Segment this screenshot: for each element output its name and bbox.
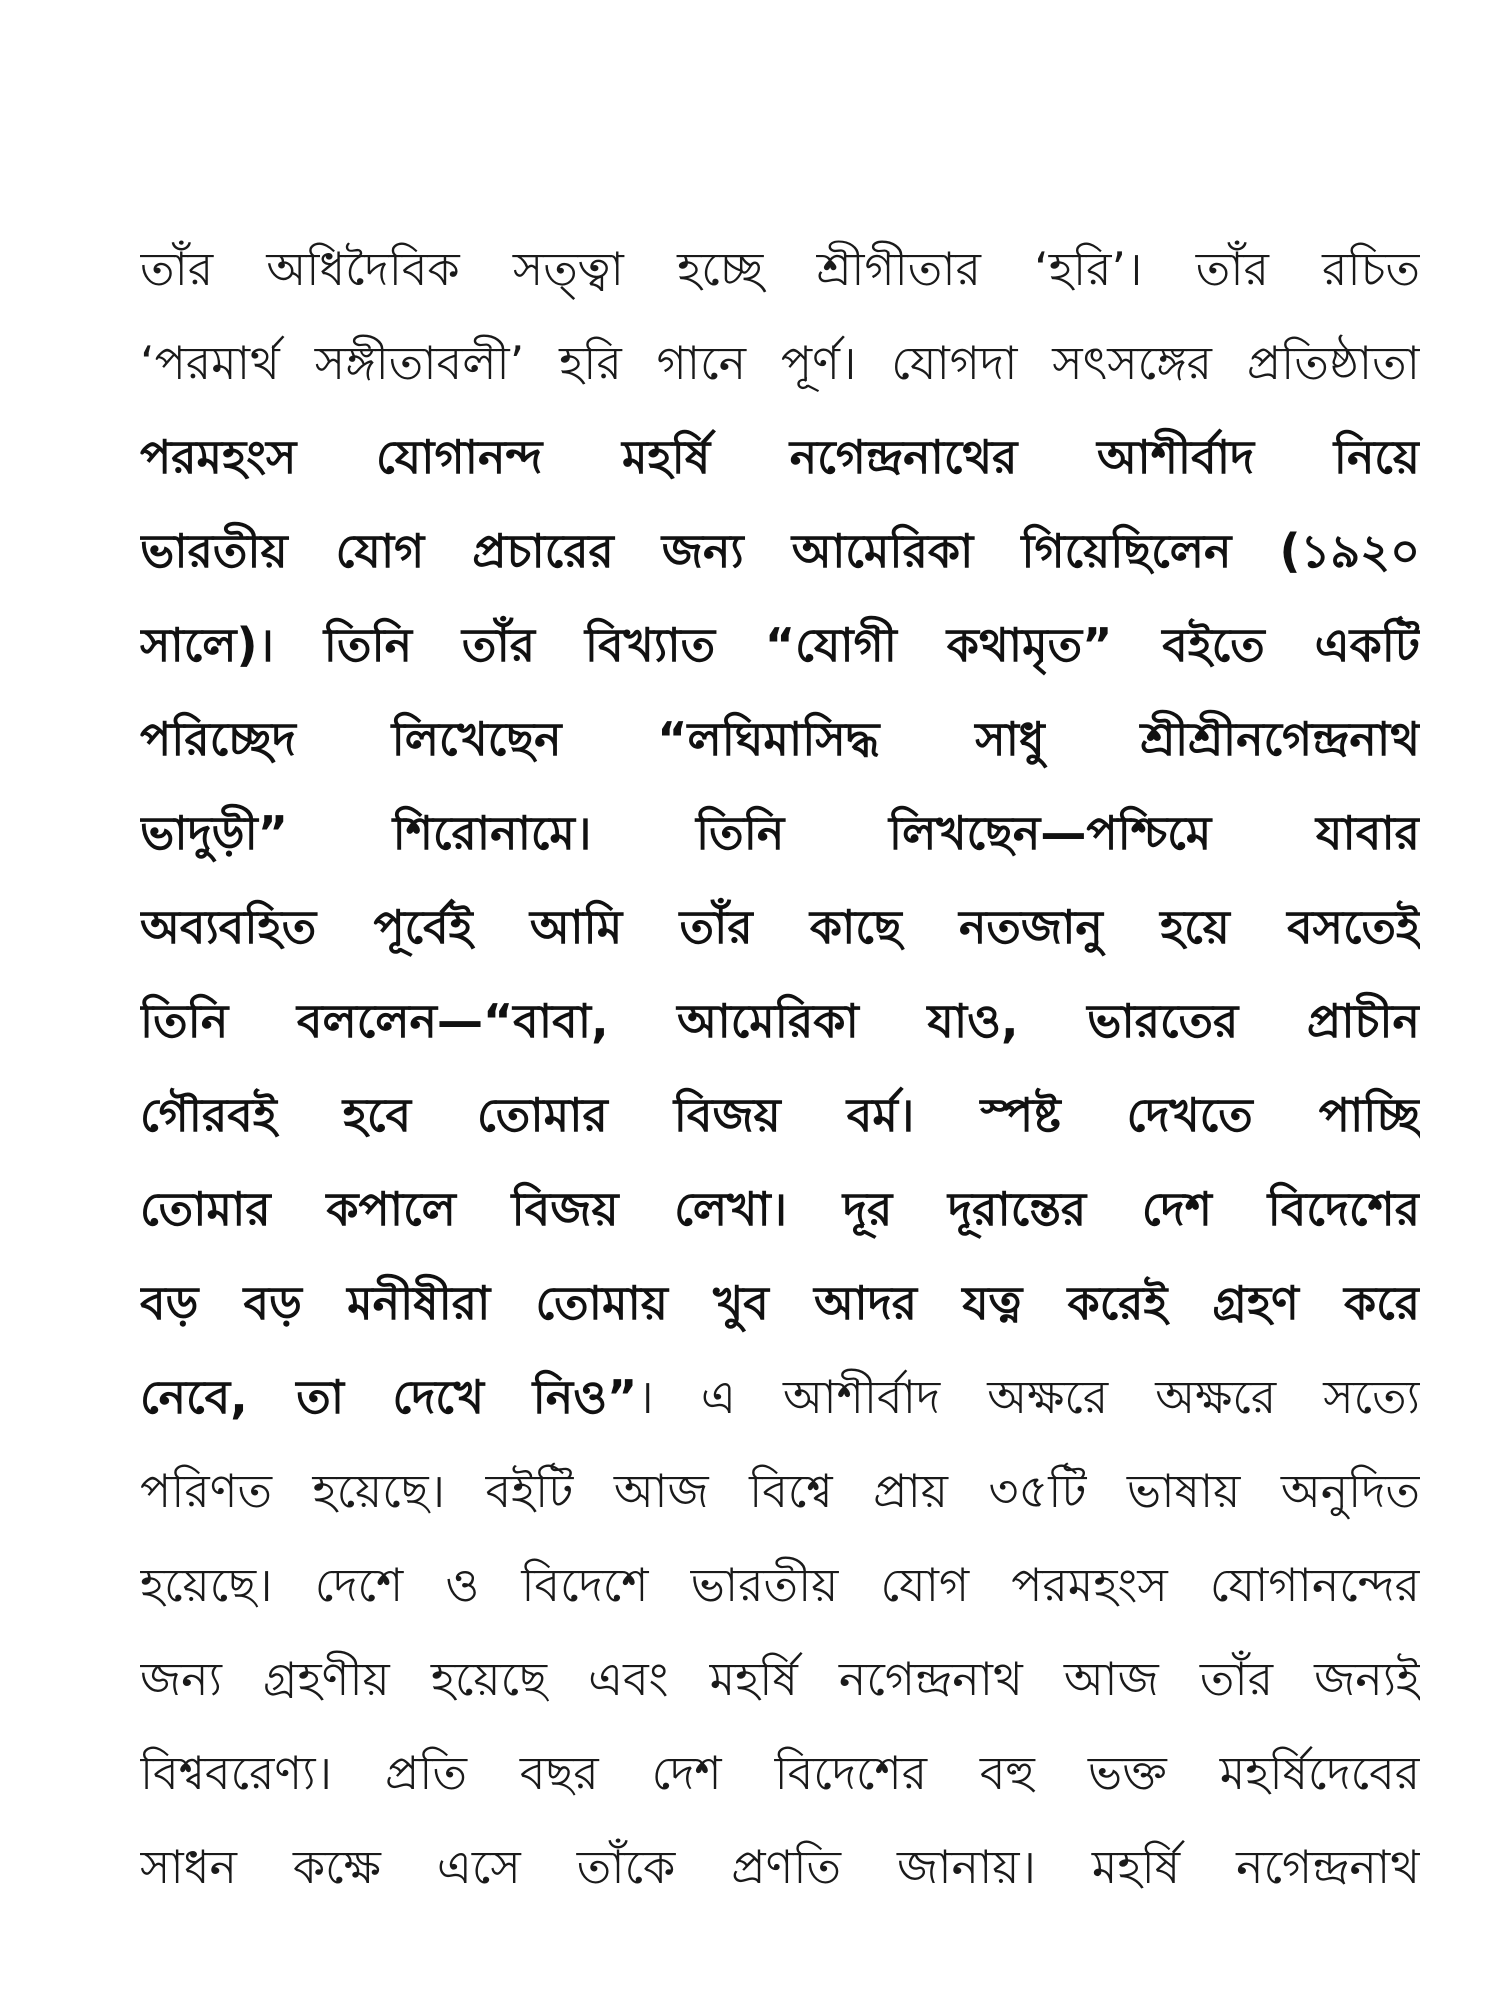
text-line-8: অব্যবহিত পূর্বেই আমি তাঁর কাছে নতজানু হয়ে বসতেই: [140, 900, 1420, 954]
text-line-14: পরিণত হয়েছে। বইটি আজ বিশ্বে প্রায় ৩৫টি ভাষায় অনুদিত: [140, 1464, 1420, 1518]
text-line-13: [140, 1350, 1420, 1444]
text-line-17: বিশ্ববরেণ্য। প্রতি বছর দেশ বিদেশের বহু ভক্ত মহর্ষিদেবের: [140, 1746, 1420, 1800]
text-line-4: ভারতীয় যোগ প্রচারের জন্য আমেরিকা গিয়েছিলেন (১৯২০: [140, 524, 1420, 578]
text-line-18: সাধন কক্ষে এসে তাঁকে প্রণতি জানায়। মহর্ষি নগেন্দ্রনাথ: [140, 1840, 1420, 1894]
body-paragraph: [140, 222, 1420, 1914]
text-line-11: তোমার কপালে বিজয় লেখা। দূর দূরান্তের দেশ বিদেশের: [140, 1182, 1420, 1236]
text-line-9: তিনি বললেন—“বাবা, আমেরিকা যাও, ভারতের প্রাচীন: [140, 994, 1420, 1048]
text-line-6: পরিচ্ছেদ লিখেছেন “লঘিমাসিদ্ধ সাধু শ্রীশ্রীনগেন্দ্রনাথ: [140, 712, 1420, 766]
text-line-5: সালে)। তিনি তাঁর বিখ্যাত “যোগী কথামৃত” বইতে একটি: [140, 618, 1420, 672]
text-line-13-normal-part: । এ আশীর্বাদ অক্ষরে অক্ষরে সত্যে: [637, 1370, 1420, 1424]
text-line-3: পরমহংস যোগানন্দ মহর্ষি নগেন্দ্রনাথের আশীর্বাদ নিয়ে: [140, 430, 1420, 484]
text-line-13-bold-part: নেবে, তা দেখে নিও”: [140, 1370, 638, 1424]
text-line-2: ‘পরমার্থ সঙ্গীতাবলী’ হরি গানে পূর্ণ। যোগদা সৎসঙ্গের প্রতিষ্ঠাতা: [140, 336, 1420, 390]
text-line-7: ভাদুড়ী” শিরোনামে। তিনি লিখছেন—পশ্চিমে যাবার: [140, 806, 1420, 860]
text-line-15: হয়েছে। দেশে ও বিদেশে ভারতীয় যোগ পরমহংস যোগানন্দের: [140, 1558, 1420, 1612]
text-line-16: জন্য গ্রহণীয় হয়েছে এবং মহর্ষি নগেন্দ্রনাথ আজ তাঁর জন্যই: [140, 1652, 1420, 1706]
text-line-10: গৌরবই হবে তোমার বিজয় বর্ম। স্পষ্ট দেখতে পাচ্ছি: [140, 1088, 1420, 1142]
text-line-1: তাঁর অধিদৈবিক সত্ত্বা হচ্ছে শ্রীগীতার ‘হরি’। তাঁর রচিত: [140, 242, 1420, 296]
text-line-12: বড় বড় মনীষীরা তোমায় খুব আদর যত্ন করেই গ্রহণ করে: [140, 1276, 1420, 1330]
